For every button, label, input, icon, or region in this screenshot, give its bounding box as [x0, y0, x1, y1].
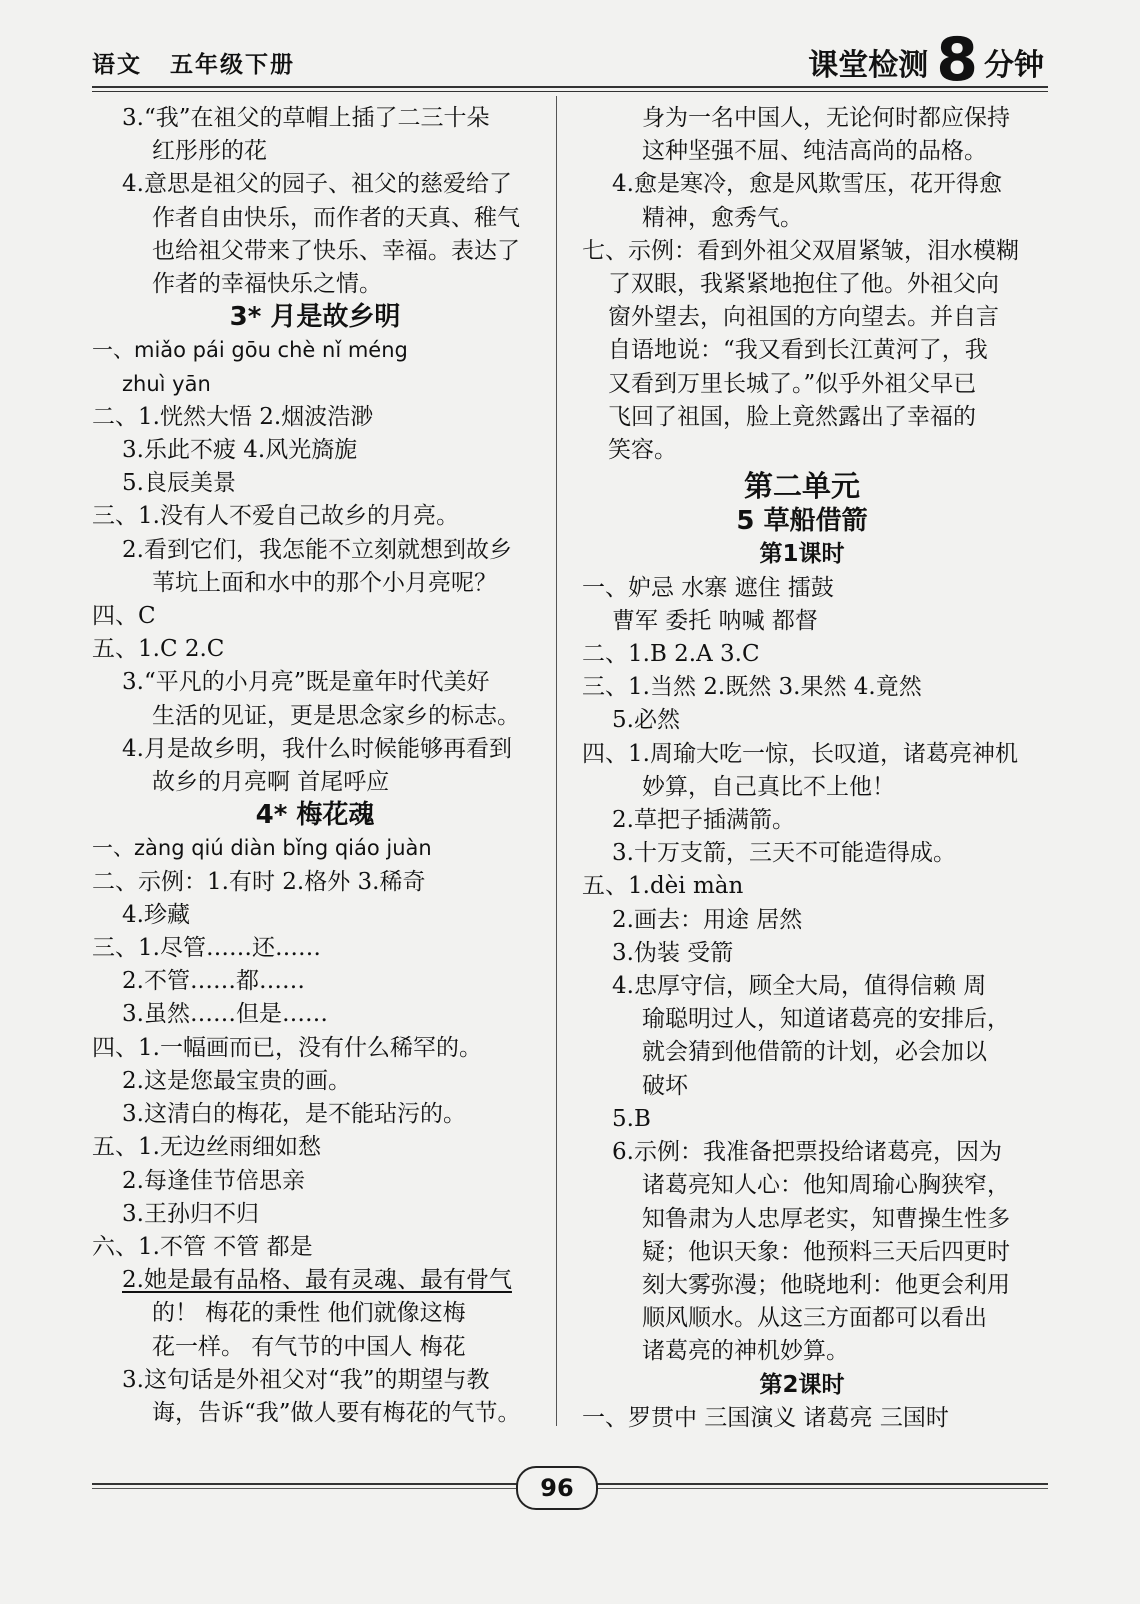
right-line: 自语地说：“我又看到长江黄河了，我	[608, 337, 988, 364]
left-line: 苇坑上面和水中的那个小月亮呢？	[152, 569, 497, 596]
right-line: 诸葛亮的神机妙算。	[642, 1338, 849, 1365]
subject-label: 语文	[92, 52, 142, 78]
right-line: 这种坚强不屈、纯洁高尚的品格。	[642, 138, 987, 165]
left-line: 也给祖父带来了快乐、幸福。表达了	[152, 237, 520, 264]
left-line: 3.这清白的梅花，是不能玷污的。	[122, 1101, 466, 1128]
left-line: zhuì yān	[122, 371, 211, 396]
right-line: 诸葛亮知人心：他知周瑜心胸狭窄，	[642, 1172, 1010, 1199]
grade-label: 五年级下册	[170, 52, 295, 78]
left-line: 一、zàng qiú diàn bǐng qiáo juàn	[92, 836, 432, 861]
right-line: 曹军 委托 呐喊 都督	[612, 607, 818, 634]
right-line: 2.草把子插满箭。	[612, 807, 795, 834]
right-line: 飞回了祖国，脸上竟然露出了幸福的	[608, 403, 976, 430]
left-line: 诲，告诉“我”做人要有梅花的气节。	[152, 1399, 521, 1426]
right-line: 窗外望去，向祖国的方向望去。并自言	[608, 304, 999, 331]
left-line: 二、示例：1.有时 2.格外 3.稀奇	[92, 868, 426, 895]
left-line: 五、1.无边丝雨细如愁	[92, 1134, 321, 1161]
right-line: 一、妒忌 水寨 遮住 擂鼓	[582, 574, 834, 601]
right-line: 身为一名中国人，无论何时都应保持	[642, 105, 1010, 131]
left-line: 4.月是故乡明，我什么时候能够再看到	[122, 735, 512, 762]
brand-logo	[808, 25, 1044, 95]
left-line: 5.良辰美景	[122, 470, 236, 497]
right-line: 破坏	[642, 1072, 688, 1099]
right-line: 2.画去：用途 居然	[612, 906, 803, 933]
right-line: 疑；他识天象：他预料三天后四更时	[642, 1238, 1010, 1265]
left-line: 3.乐此不疲 4.风光旖旎	[122, 437, 358, 464]
right-line: 5.必然	[612, 707, 680, 734]
right-line: 5.B	[612, 1105, 651, 1132]
left-line: 3.“我”在祖父的草帽上插了二三十朵	[122, 105, 490, 131]
left-line: 花一样。 有气节的中国人 梅花	[152, 1333, 466, 1360]
right-line: 五、1.dèi màn	[582, 873, 744, 900]
header-rule	[92, 86, 1048, 92]
brand-left: 课堂检测	[808, 48, 929, 83]
right-line: 一、罗贯中 三国演义 诸葛亮 三国时	[582, 1404, 949, 1431]
left-line: 2.每逢佳节倍思亲	[122, 1167, 305, 1194]
right-line: 知鲁肃为人忠厚老实，知曹操生性多	[642, 1205, 1010, 1232]
left-line: 五、1.C 2.C	[92, 636, 225, 663]
header-subject	[92, 46, 295, 79]
page-number: 96	[516, 1466, 598, 1510]
left-line: 3.“平凡的小月亮”既是童年时代美好	[122, 669, 490, 696]
right-line: 5 草船借箭	[736, 506, 868, 537]
right-line: 四、1.周瑜大吃一惊，长叹道，诸葛亮神机	[582, 740, 1018, 767]
right-line: 妙算，自己真比不上他！	[642, 773, 895, 800]
left-line: 2.看到它们，我怎能不立刻就想到故乡	[122, 536, 512, 563]
left-line: 2.不管……都……	[122, 968, 305, 995]
right-line: 笑容。	[608, 437, 677, 464]
left-line: 三、1.尽管……还……	[92, 935, 321, 962]
right-line: 3.十万支箭，三天不可能造得成。	[612, 840, 956, 867]
right-line: 刻大雾弥漫；他晓地利：他更会利用	[642, 1271, 1010, 1298]
right-line: 又看到万里长城了。”似乎外祖父早已	[608, 370, 977, 397]
right-line: 精神，愈秀气。	[642, 204, 803, 231]
right-line: 第二单元	[743, 469, 860, 504]
left-line: 作者的幸福快乐之情。	[152, 271, 382, 298]
right-line: 第1课时	[759, 541, 845, 568]
left-line: 3* 月是故乡明	[229, 302, 401, 333]
left-line: 生活的见证，更是思念家乡的标志。	[152, 702, 520, 729]
left-column	[92, 102, 538, 1430]
left-line: 2.她是最有品格、最有灵魂、最有骨气	[122, 1267, 512, 1294]
left-line: 三、1.没有人不爱自己故乡的月亮。	[92, 503, 459, 530]
left-line: 4* 梅花魂	[255, 800, 375, 831]
right-line: 瑜聪明过人，知道诸葛亮的安排后，	[642, 1006, 1010, 1033]
right-line: 4.忠厚守信，顾全大局，值得信赖 周	[612, 973, 987, 1000]
left-line: 2.这是您最宝贵的画。	[122, 1067, 351, 1094]
right-line: 七、示例：看到外祖父双眉紧皱，泪水模糊	[582, 237, 1019, 264]
left-line: 四、C	[92, 603, 156, 630]
right-line: 4.愈是寒冷，愈是风欺雪压，花开得愈	[612, 171, 1002, 198]
left-line: 作者自由快乐，而作者的天真、稚气	[152, 204, 520, 231]
brand-number: 8	[936, 25, 978, 95]
brand-right: 分钟	[984, 48, 1044, 83]
right-line: 就会猜到他借箭的计划，必会加以	[642, 1039, 987, 1066]
right-line: 顺风顺水。从这三方面都可以看出	[642, 1305, 987, 1332]
right-line: 3.伪装 受箭	[612, 939, 734, 966]
left-line: 故乡的月亮啊 首尾呼应	[152, 769, 390, 796]
left-line: 四、1.一幅画而已，没有什么稀罕的。	[92, 1034, 482, 1061]
left-line: 4.珍藏	[122, 901, 190, 928]
left-line: 4.意思是祖父的园子、祖父的慈爱给了	[122, 171, 512, 198]
column-divider	[556, 96, 557, 1426]
right-line: 三、1.当然 2.既然 3.果然 4.竟然	[582, 674, 922, 701]
left-line: 红彤彤的花	[152, 138, 267, 165]
left-line: 六、1.不管 不管 都是	[92, 1233, 313, 1260]
right-line: 6.示例：我准备把票投给诸葛亮，因为	[612, 1139, 1002, 1166]
left-line: 3.王孙归不归	[122, 1200, 259, 1227]
left-line: 二、1.恍然大悟 2.烟波浩渺	[92, 403, 374, 430]
left-line: 3.这句话是外祖父对“我”的期望与教	[122, 1366, 490, 1393]
right-column	[582, 102, 1022, 1435]
right-line: 了双眼，我紧紧地抱住了他。外祖父向	[608, 271, 999, 298]
left-line: 的！ 梅花的秉性 他们就像这梅	[152, 1300, 466, 1327]
left-line: 3.虽然……但是……	[122, 1001, 328, 1028]
right-line: 第2课时	[759, 1371, 845, 1398]
right-line: 二、1.B 2.A 3.C	[582, 641, 760, 668]
left-line: 一、miǎo pái gōu chè nǐ méng	[92, 338, 408, 363]
